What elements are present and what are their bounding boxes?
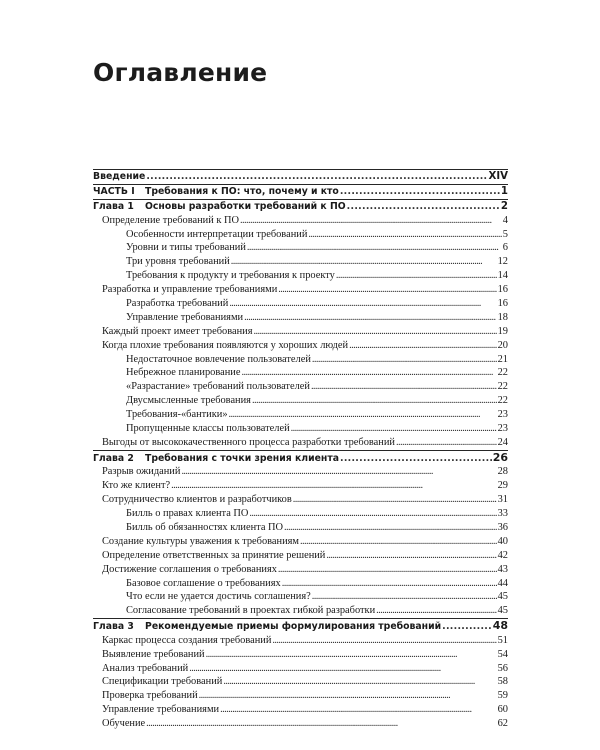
toc-leader-dots [396,436,497,450]
toc-leader-dots [244,311,497,325]
toc-leader-dots [171,479,497,493]
toc-entry-row [93,436,508,450]
toc-entry-title: Основы разработки требований к ПО [145,200,346,212]
toc-entry-title: Особенности интерпретации требований [126,228,308,240]
toc-page-number: 5 [502,228,508,240]
toc-entry-title: Рекомендуемые приемы формулирования требований [145,621,442,633]
toc-entry-title: Согласование требований в проектах гибкой разработки [126,605,376,617]
toc-entry-row [93,353,508,367]
toc-entry-row [93,325,508,339]
toc-leader-dots [229,297,496,311]
toc-page-number: 12 [497,256,508,268]
toc-entry-title: Недостаточное вовлечение пользователей [126,353,311,365]
toc-entry-title: Требования с точки зрения клиента [145,452,339,464]
toc-entry-title: Билль об обязанностях клиента ПО [126,521,284,533]
toc-entry-title: «Разрастание» требований пользователей [126,381,310,393]
toc-entry-row [93,717,508,731]
toc-part-label: ЧАСТЬ I [93,185,135,197]
toc-leader-dots [284,521,497,535]
toc-page-number: 22 [497,381,508,393]
toc-entry-row [93,634,508,648]
toc-leader-dots [312,590,497,604]
toc-page-number: 60 [497,704,508,716]
toc-page-number: 26 [492,450,508,464]
toc-leader-dots [247,241,502,255]
toc-entry-title: Анализ требований [102,662,189,674]
toc-entry-title: Определение ответственных за принятие решений [102,549,326,561]
toc-entry-title: Достижение соглашения о требованиях [102,563,277,575]
toc-heading-row [93,184,508,199]
toc-heading-row [93,450,508,466]
toc-leader-dots [146,717,496,731]
toc-entry-title: Обучение [102,718,146,730]
toc-entry-title: Управление требованиями [126,311,244,323]
toc-heading-row [93,199,508,214]
toc-leader-dots [300,535,497,549]
toc-page-number: 31 [497,494,508,506]
toc-page-number: 48 [492,619,508,633]
toc-part-label: Глава 3 [93,621,134,633]
toc-page-number: 4 [502,214,508,226]
toc-entry-title: Создание культуры уважения к требованиям [102,535,299,547]
toc-entry-row [93,228,508,242]
toc-entry-title: Каркас процесса создания требований [102,634,272,646]
toc-entry-row [93,549,508,563]
toc-leader-dots [146,170,487,184]
toc-leader-dots [347,200,500,214]
toc-heading-row [93,169,508,184]
toc-leader-dots [291,422,497,436]
toc-leader-dots [223,675,496,689]
toc-page-number: 6 [502,242,508,254]
toc-entry-row [93,255,508,269]
toc-entry-title: Сотрудничество клиентов и разработчиков [102,494,292,506]
toc-entry-title: Что если не удается достичь соглашения? [126,591,311,603]
toc-leader-dots [220,703,497,717]
toc-page-number: 43 [497,563,508,575]
toc-page-number: 2 [500,200,508,212]
toc-entry-row [93,241,508,255]
toc-entry-title: Введение [93,171,146,182]
toc-part-label: Глава 2 [93,452,134,464]
toc-leader-dots [231,255,497,269]
toc-page-number: 20 [497,339,508,351]
toc-leader-dots [311,380,497,394]
toc-entry-title: Требования к ПО: что, почему и кто [145,185,339,197]
toc-page-number: 1 [500,185,508,197]
toc-leader-dots [282,577,497,591]
toc-page-number: 56 [497,662,508,674]
toc-page-number: 16 [497,284,508,296]
toc-page-number: 59 [497,690,508,702]
toc-leader-dots [293,493,497,507]
page-title: Оглавление [93,58,268,87]
toc-entry-title: Определение требований к ПО [102,214,240,226]
toc-leader-dots [340,452,492,467]
toc-entry-row [93,394,508,408]
toc-entry-row [93,366,508,380]
table-of-contents [93,169,508,731]
toc-entry-row [93,563,508,577]
toc-entry-title: Когда плохие требования появляются у хороших людей [102,339,349,351]
toc-entry-row [93,675,508,689]
toc-entry-title: Небрежное планирование [126,367,241,379]
toc-entry-title: Каждый проект имеет требования [102,325,253,337]
toc-entry-row [93,493,508,507]
toc-page-number: 14 [497,270,508,282]
toc-page-number: 58 [497,676,508,688]
toc-page-number: 22 [497,395,508,407]
toc-leader-dots [240,214,502,228]
toc-leader-dots [336,269,497,283]
toc-leader-dots [272,634,496,648]
toc-leader-dots [249,507,496,521]
toc-page-number: 18 [497,311,508,323]
toc-leader-dots [326,549,496,563]
toc-leader-dots [349,339,497,353]
toc-entry-title: Билль о правах клиента ПО [126,508,249,520]
toc-page-number: 54 [497,648,508,660]
toc-page-number: 28 [497,466,508,478]
toc-entry-row [93,648,508,662]
toc-entry-title: Спецификации требований [102,676,223,688]
toc-leader-dots [442,620,492,635]
toc-entry-row [93,507,508,521]
toc-page-number: 51 [497,634,508,646]
toc-entry-row [93,408,508,422]
toc-leader-dots [278,283,496,297]
toc-entry-row [93,311,508,325]
toc-entry-row [93,283,508,297]
toc-entry-row [93,577,508,591]
toc-entry-title: Проверка требований [102,690,198,702]
toc-entry-title: Кто же клиент? [102,480,171,492]
toc-entry-title: Разрыв ожиданий [102,466,181,478]
toc-leader-dots [241,366,496,380]
toc-entry-row [93,535,508,549]
toc-entry-row [93,662,508,676]
toc-page-number: 33 [497,508,508,520]
toc-entry-title: Разработка и управление требованиями [102,284,278,296]
toc-entry-title: Требования к продукту и требования к проекту [126,270,335,282]
toc-entry-row [93,380,508,394]
toc-leader-dots [376,604,496,618]
toc-leader-dots [189,662,496,676]
toc-entry-row [93,689,508,703]
toc-entry-row [93,422,508,436]
toc-entry-title: Базовое соглашение о требованиях [126,577,281,589]
toc-entry-title: Три уровня требований [126,256,230,268]
toc-entry-title: Требования-«бантики» [126,409,228,421]
toc-page-number: 16 [497,298,508,310]
toc-page-number: XIV [488,171,508,182]
toc-page-number: 29 [497,480,508,492]
toc-page-number: 42 [497,549,508,561]
toc-page-number: 36 [497,521,508,533]
toc-entry-row [93,479,508,493]
toc-leader-dots [278,563,497,577]
toc-entry-row [93,604,508,618]
toc-leader-dots [199,689,497,703]
toc-page-number: 21 [497,353,508,365]
toc-entry-row [93,703,508,717]
toc-page-number: 23 [497,409,508,421]
toc-page-number: 40 [497,535,508,547]
toc-leader-dots [206,648,497,662]
toc-entry-row [93,465,508,479]
toc-entry-row [93,339,508,353]
toc-entry-row [93,214,508,228]
toc-page-number: 62 [497,718,508,730]
toc-part-label: Глава 1 [93,200,134,212]
toc-page-number: 23 [497,423,508,435]
toc-leader-dots [254,325,497,339]
toc-entry-title: Выявление требований [102,648,205,660]
toc-leader-dots [252,394,497,408]
toc-leader-dots [229,408,497,422]
toc-entry-title: Выгоды от высококачественного процесса разработки требований [102,436,395,448]
toc-entry-title: Уровни и типы требований [126,242,246,254]
toc-entry-row [93,269,508,283]
toc-page-number: 24 [497,436,508,448]
toc-entry-title: Пропущенные классы пользователей [126,423,290,435]
toc-page-number: 45 [497,605,508,617]
toc-heading-row [93,618,508,634]
toc-leader-dots [312,353,497,367]
toc-entry-row [93,521,508,535]
toc-entry-title: Разработка требований [126,298,229,310]
toc-entry-title: Управление требованиями [102,704,220,716]
toc-page-number: 19 [497,325,508,337]
toc-leader-dots [181,465,496,479]
toc-entry-title: Двусмысленные требования [126,395,251,407]
toc-entry-row [93,590,508,604]
toc-entry-row [93,297,508,311]
toc-leader-dots [308,228,501,242]
toc-page-number: 45 [497,591,508,603]
toc-page-number: 44 [497,577,508,589]
toc-leader-dots [340,185,500,199]
toc-page-number: 22 [497,367,508,379]
